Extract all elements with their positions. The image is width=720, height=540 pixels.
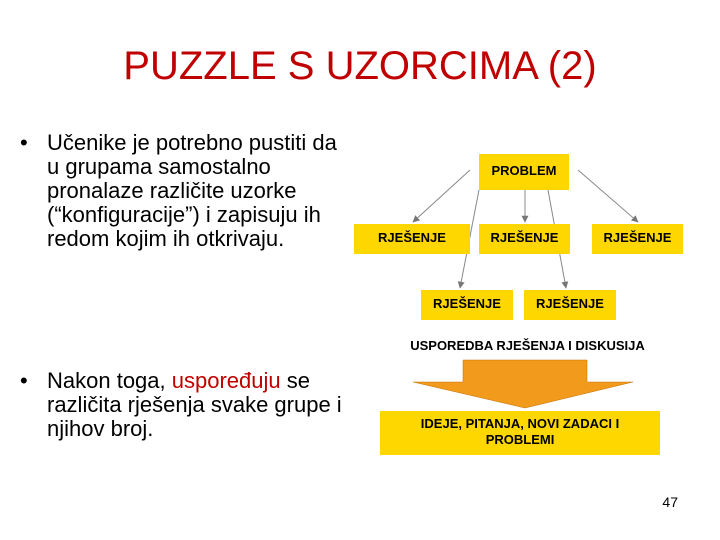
bullet-text-2-end: se različita rješenja svake grupe i njihov broj. [47,368,342,441]
solution-label: RJEŠENJE [433,296,501,311]
bullet-text-2-start: Nakon toga, [47,368,172,393]
bullet-symbol: • [20,368,28,393]
down-arrow-shape [413,360,633,408]
solution-label: RJEŠENJE [536,296,604,311]
outcome-line-2: PROBLEMI [485,432,555,447]
comparison-heading: USPOREDBA RJEŠENJA I DISKUSIJA [410,338,645,353]
solution-box-1 [354,224,470,254]
solution-box-5 [524,290,616,320]
arrow-problem-to-solution-1 [413,170,470,222]
outcome-line-1: IDEJE, PITANJA, NOVI ZADACI I [420,416,620,431]
solution-label: RJEŠENJE [490,230,559,245]
solution-label: RJEŠENJE [378,230,446,245]
solution-box-3 [592,224,683,254]
outcome-box [380,411,660,455]
solution-box-4 [421,290,513,320]
problem-box [479,154,569,190]
solution-box-2 [479,224,570,254]
arrow-problem-to-solution-3 [578,170,638,222]
slide-title: PUZZLE S UZORCIMA (2) [123,44,597,88]
problem-label: PROBLEM [491,163,557,178]
bullet-text-2-highlight: uspoređuju [171,368,281,393]
bullet-text-1: Učenike je potrebno pustiti da u grupama samostalno pronalaze različite uzorke (“konfiguracije”) i zapisuju ih redom kojim ih otkrivaju. [47,130,337,251]
solution-label: RJEŠENJE [603,230,672,245]
page-number: 47 [662,494,678,510]
bullet-symbol: • [20,130,28,155]
